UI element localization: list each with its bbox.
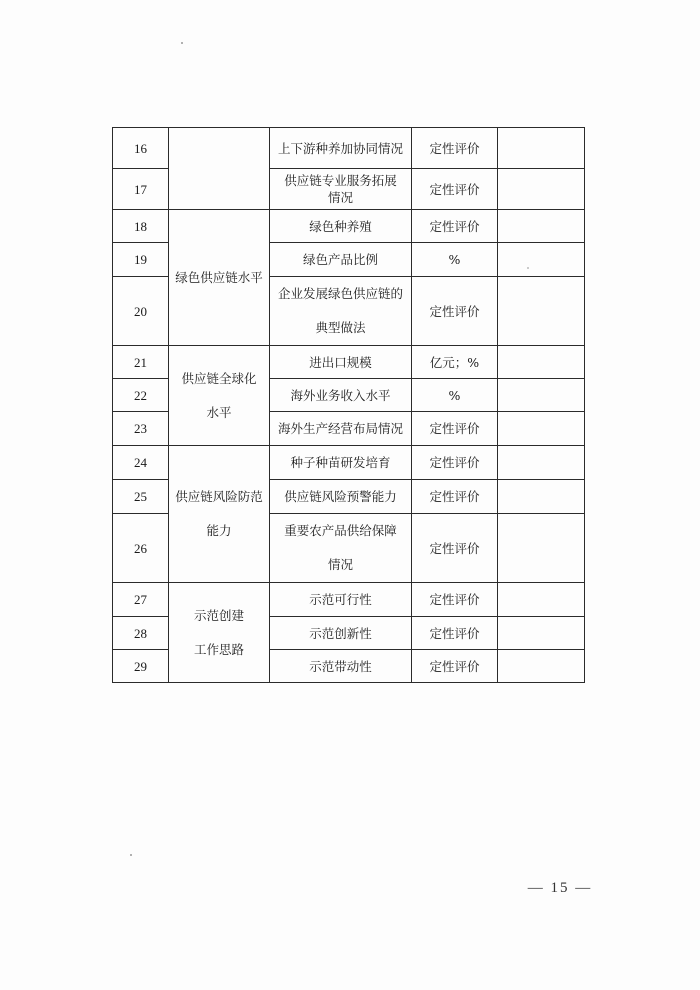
row-number: 25 [113,480,169,514]
indicator-cell: 示范创新性 [270,617,412,650]
indicator-cell [270,514,412,583]
category-cell-global [169,346,270,446]
indicator-cell: 示范可行性 [270,583,412,617]
page-number: — 15 — [527,880,593,896]
category-cell-green: 绿色供应链水平 [169,210,270,346]
table-row [113,210,585,243]
row-number: 21 [113,346,169,379]
row-number: 28 [113,617,169,650]
table-row [113,446,585,480]
row-number: 22 [113,379,169,412]
unit-cell: 定性评价 [412,650,498,683]
category-line: 工作思路 [193,641,244,657]
unit-cell: 定性评价 [412,277,498,346]
category-cell-continued [169,128,270,210]
score-cell[interactable] [498,514,585,583]
score-cell[interactable] [498,169,585,210]
category-line: 供应链风险防范 [175,489,263,504]
indicator-line: 情况 [327,190,353,205]
score-cell[interactable] [498,446,585,480]
indicator-cell: 海外生产经营布局情况 [270,412,412,446]
table-row [113,346,585,379]
indicator-line: 情况 [327,557,353,572]
indicator-cell: 进出口规模 [270,346,412,379]
row-number: 18 [113,210,169,243]
score-cell[interactable] [498,650,585,683]
scan-speck [130,854,132,856]
indicator-line: 供应链专业服务拓展 [284,173,397,188]
category-line: 水平 [206,404,232,420]
score-cell[interactable] [498,412,585,446]
indicator-line: 重要农产品供给保障 [284,523,397,538]
indicator-line: 企业发展绿色供应链的 [277,286,403,301]
row-number: 26 [113,514,169,583]
unit-cell: 定性评价 [412,617,498,650]
indicator-cell: 绿色产品比例 [270,243,412,277]
indicator-cell [270,277,412,346]
category-line: 能力 [206,523,232,538]
category-line: 供应链全球化 [181,370,257,386]
unit-cell: 定性评价 [412,128,498,169]
indicator-cell: 示范带动性 [270,650,412,683]
row-number: 20 [113,277,169,346]
indicator-line: 典型做法 [315,320,366,335]
row-number: 27 [113,583,169,617]
score-cell[interactable] [498,480,585,514]
indicator-table [112,127,585,683]
indicator-cell: 供应链风险预警能力 [270,480,412,514]
indicator-cell [270,169,412,210]
table-row [113,128,585,169]
indicator-cell: 绿色种养殖 [270,210,412,243]
score-cell[interactable] [498,346,585,379]
row-number: 29 [113,650,169,683]
row-number: 17 [113,169,169,210]
category-cell-demo [169,583,270,683]
unit-cell: % [412,379,498,412]
score-cell[interactable] [498,277,585,346]
row-number: 24 [113,446,169,480]
table-row [113,583,585,617]
unit-cell: 定性评价 [412,583,498,617]
scan-speck [527,267,529,269]
unit-cell: 定性评价 [412,514,498,583]
scan-speck [181,42,183,44]
category-line: 示范创建 [193,607,244,623]
unit-cell: 定性评价 [412,169,498,210]
unit-cell: % [412,243,498,277]
unit-cell: 定性评价 [412,480,498,514]
unit-cell: 定性评价 [412,412,498,446]
indicator-cell: 上下游种养加协同情况 [270,128,412,169]
indicator-cell: 种子种苗研发培育 [270,446,412,480]
unit-cell: 定性评价 [412,210,498,243]
score-cell[interactable] [498,379,585,412]
row-number: 19 [113,243,169,277]
unit-cell: 亿元；% [412,346,498,379]
score-cell[interactable] [498,583,585,617]
indicator-cell: 海外业务收入水平 [270,379,412,412]
category-cell-risk [169,446,270,583]
score-cell[interactable] [498,210,585,243]
score-cell[interactable] [498,243,585,277]
score-cell[interactable] [498,617,585,650]
row-number: 23 [113,412,169,446]
score-cell[interactable] [498,128,585,169]
unit-cell: 定性评价 [412,446,498,480]
row-number: 16 [113,128,169,169]
